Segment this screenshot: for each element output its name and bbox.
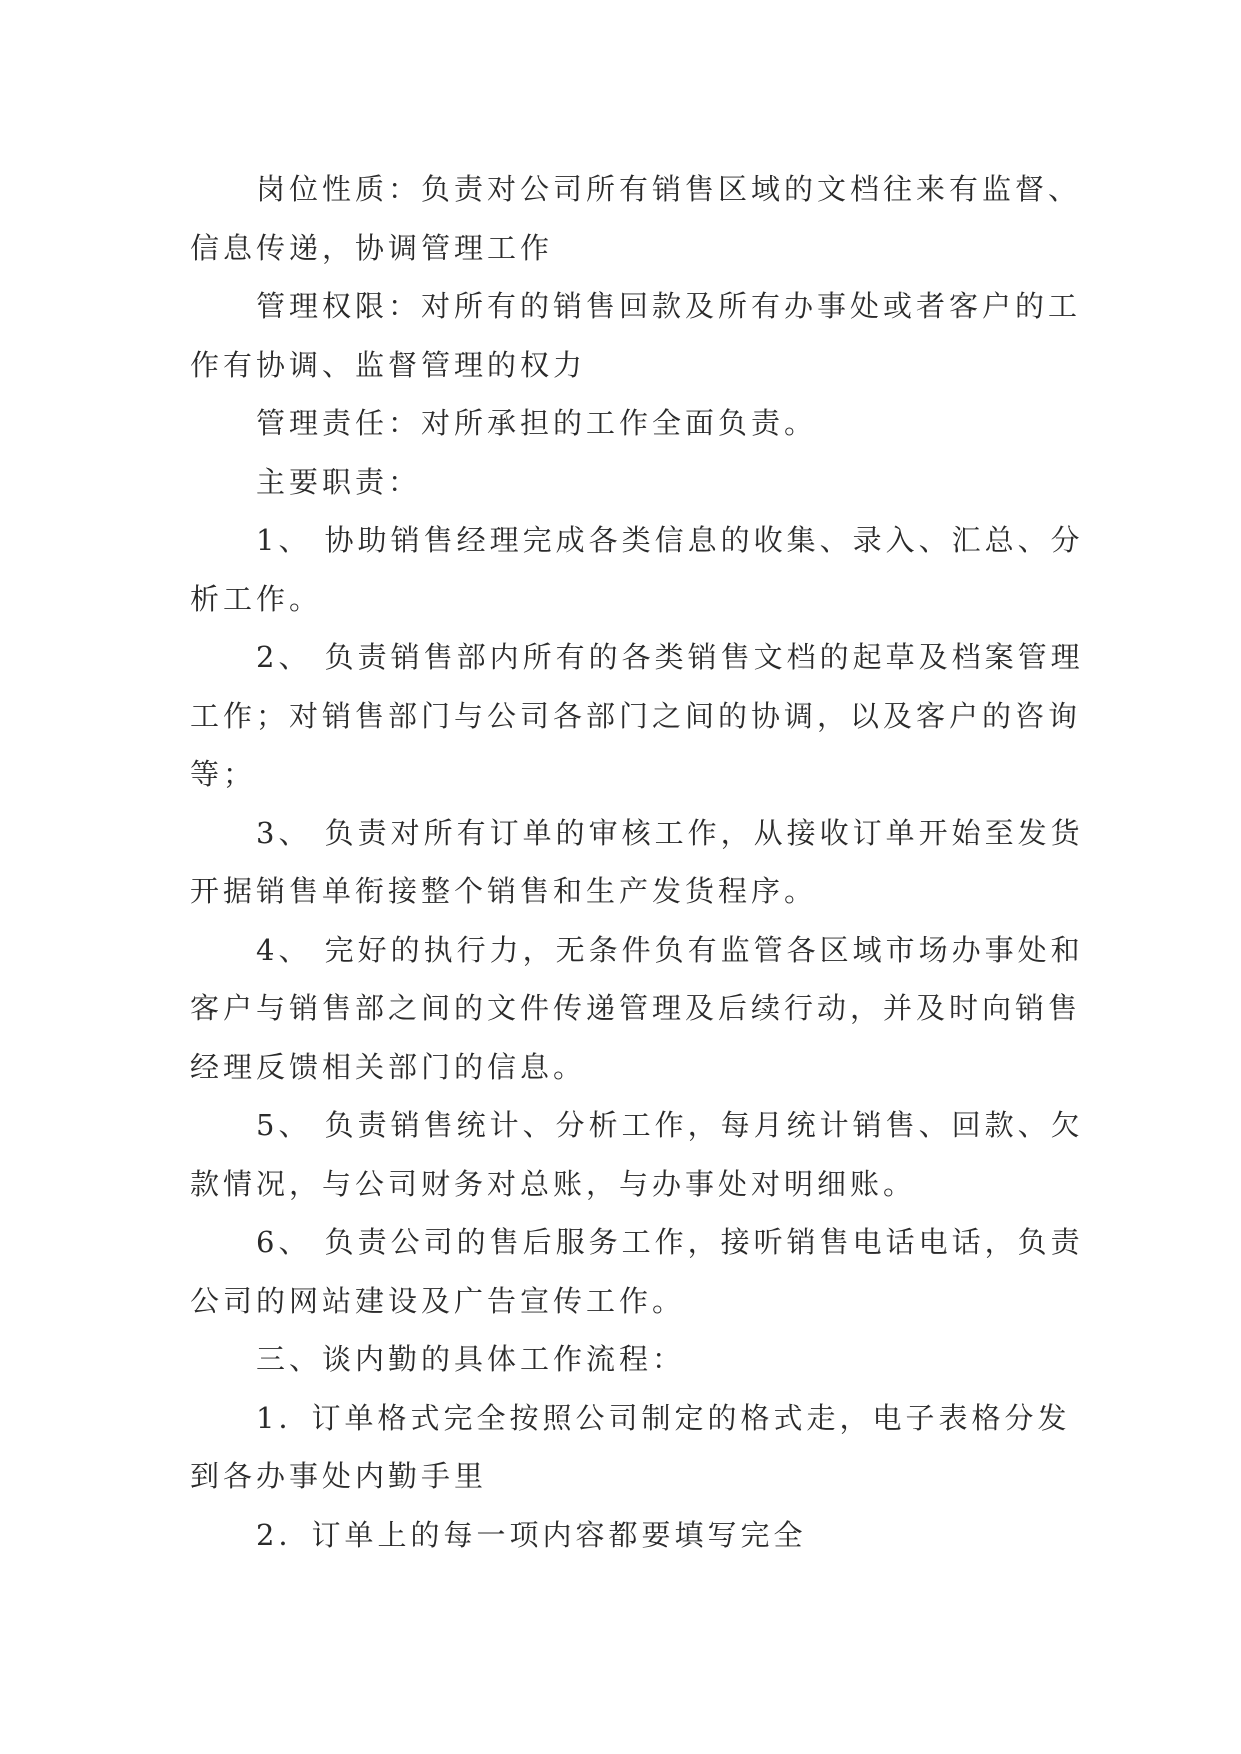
paragraph-duty-3: 3、 负责对所有订单的审核工作，从接收订单开始至发货开据销售单衔接整个销售和生产发货程序。 (190, 815, 1084, 908)
paragraph-duty-4: 4、 完好的执行力，无条件负有监管各区域市场办事处和客户与销售部之间的文件传递管理及后续行动，并及时向销售经理反馈相关部门的信息。 (190, 932, 1084, 1084)
document-body (190, 160, 1090, 1564)
paragraph-duty-2: 2、 负责销售部内所有的各类销售文档的起草及档案管理工作；对销售部门与公司各部门之间的协调，以及客户的咨询等； (190, 640, 1084, 791)
paragraph-duty-1: 1、 协助销售经理完成各类信息的收集、录入、汇总、分析工作。 (190, 523, 1084, 616)
paragraph-management-authority: 管理权限：对所有的销售回款及所有办事处或者客户的工作有协调、监督管理的权力 (190, 289, 1082, 382)
paragraph-duty-5: 5、 负责销售统计、分析工作，每月统计销售、回款、欠款情况，与公司财务对总账，与办事处对明细账。 (190, 1108, 1084, 1201)
paragraph-workflow-heading: 三、谈内勤的具体工作流程： (256, 1342, 686, 1376)
paragraph-main-duties-heading: 主要职责： (256, 464, 422, 499)
paragraph-workflow-step-2: 2．订单上的每一项内容都要填写完全 (256, 1517, 807, 1552)
paragraph-duty-6: 6、 负责公司的售后服务工作，接听销售电话电话，负责公司的网站建设及广告宣传工作。 (190, 1225, 1084, 1318)
paragraph-management-responsibility: 管理责任：对所承担的工作全面负责。 (256, 406, 818, 440)
paragraph-job-nature: 岗位性质：负责对公司所有销售区域的文档往来有监督、信息传递，协调管理工作 (190, 172, 1082, 265)
paragraph-workflow-step-1: 1．订单格式完全按照公司制定的格式走，电子表格分发到各办事处内勤手里 (190, 1400, 1071, 1493)
